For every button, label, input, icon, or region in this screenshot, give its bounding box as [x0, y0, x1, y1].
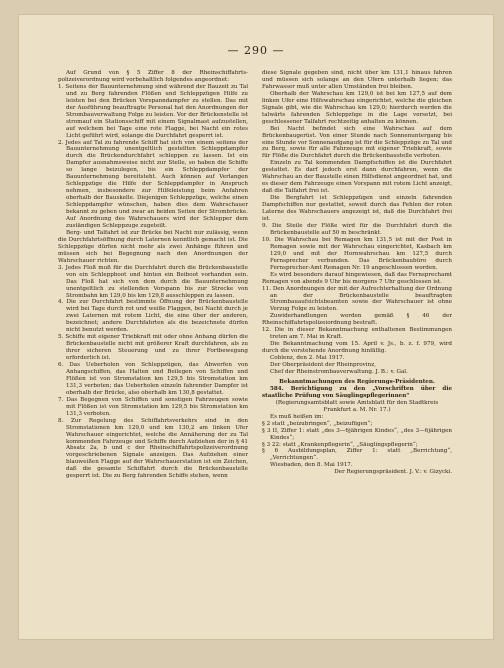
left-column — [58, 70, 248, 480]
page-number: — 290 — — [227, 44, 285, 57]
text-paragraph: 4. Die zur Durchfahrt bestimmte Öffnung der Brückenbaustelle wird bei Tage durch rot und weiße Flaggen, bei Nacht durch je zwei Laternen mit rotem Licht, die eine über der anderen, bezeichnet; andere Durchfahrten als die bezeichnete dürfen nicht benutzt werden. — [58, 299, 248, 334]
text-paragraph: Coblenz, den 2. Mai 1917. — [270, 355, 345, 362]
text-paragraph: Die Bergfahrt ist Schleppzügen und einzeln fahrenden Dampfschiffen nur gestattet, soweit durch das Fehlen der roten Laterne des Wahrschauers angezeigt ist, daß die Durchfahrt frei ist. — [262, 195, 452, 223]
text-paragraph: Es muß heißen im: — [270, 413, 324, 420]
text-paragraph: 12. Die in dieser Bekanntmachung enthaltenen Bestimmungen treten am 7. Mai in Kraft. — [262, 327, 452, 341]
text-paragraph: 6. Das Ueberholen von Schleppzügen, das Abwerfen von Anhangschiffen, das Halten und Beilegen von Schiffen und Flößen ist von Stromstation km 129,5 bis Stromstation km 131,3 verboten; das Ueberholen einzeln fahrender Dampfer ist oberhalb der Brücke, also oberhalb km 130,8 gestattet. — [58, 362, 248, 396]
text-paragraph: 11. Den Anordnungen der mit der Aufrechterhaltung der Ordnung an der Brückenbaustelle beauftragten Strombauaufsichtsbeamten sowie der Wahrschauer ist ohne Verzug Folge zu leisten. — [262, 285, 452, 313]
text-paragraph: Zuwiderhandlungen werden gemäß § 46 der Rheinschiffahrtspolizeiordnung bestraft. — [262, 313, 452, 327]
text-paragraph: 7. Das Begegnen von Schiffen und sonstigen Fahrzeugen sowie mit Flößen ist von Stromstation km 129,5 bis Stromstation km 131,3 verboten. — [58, 396, 248, 417]
text-paragraph: (Regierungsamtsblatt sowie Amtsblatt für den Stadtkreis Frankfurt a. M. Nr. 17.) — [275, 399, 439, 413]
text-paragraph: Einzeln zu Tal kommenden Dampfschiffen ist die Durchfahrt gestattet. Es darf jedoch erst dann durchfahren, wenn die Wahrschau an der Baustelle einen Hilfsdienst angeordnet hat, und es dieser dem Fahrzeuge einen Vorspann mit rotem Licht anzeigt, daß die Talfahrt frei ist. — [262, 160, 452, 195]
text-paragraph: Es wird besonders darauf hingewiesen, daß das Fernsprechamt Remagen von abends 9 Uhr bis morgens 7 Uhr geschlossen ist. — [262, 271, 452, 285]
text-paragraph: Die Bekanntmachung vom 15. April v. Js., b. z. f. 979, wird durch die vorstehende Anordnung hinfällig. — [262, 341, 452, 355]
text-paragraph: 10. Die Wahrschau bei Remagen km 131,5 ist mit der Post in Remagen sowie mit der Wahrschau eingerichtet, Kasbach km 129,0 und mit der Hornwahrschau km 127,5 durch Fernsprecher verbunden. Das Brückenbaubüro durch Fernsprecher-Amt Remagen Nr. 19 angeschlossen worden. — [262, 236, 452, 271]
text-paragraph: Oberhalb der Wahrschau km 129,0 ist bei km 127,5 auf dem linken Ufer eine Hilfswahrschau eingerichtet, welche die gleichen Signale gibt, wie die Wahrschau km 129,0; hierdurch werden die talwärts fahrenden Schleppzüge in die Lage versetzt, bei geschlossener Talfahrt rechtzeitig anhalten zu können. — [262, 90, 452, 125]
text-paragraph: Berg- und Talfahrt ist zur Brücke bei Nacht nur zulässig, wenn die Durchfahrtsöffnung durch Laternen kenntlich gemacht ist. Die Schleppzüge dürfen nicht mehr als zwei Anhänge führen und müssen sich bei Begegnung nach den Anordnungen der Wahrschauer richten. — [58, 229, 248, 264]
right-column — [262, 70, 452, 476]
text-paragraph: § 3 II, Ziffer 1: statt „des 3—6jährigen Kindes“, „des 3—6jährigen Kindes“; — [262, 427, 452, 441]
text-paragraph: Wiesbaden, den 8. Mai 1917. — [270, 462, 353, 469]
text-paragraph: Bekanntmachungen des Regierungs-Präsidenten. — [279, 378, 435, 385]
text-paragraph: 1. Seitens der Bauunternehmung sind während der Bauzeit zu Tal und zu Berg fahrenden Flößen und Schleppzügen Hilfe zu leisten bei den Brücken Vorspanndampfer zu stellen. Das mit der Ausführung beauftragte Personal hat den Anordnungen der Strombauverwaltung Folge zu leisten. Vor der Brückenstelle ist stromauf ein Stationsschiff mit einem Signalmast aufzustellen, auf welchem bei Tage eine rote Flagge, bei Nacht ein rotes Licht geführt wird, solange die Durchfahrt gesperrt ist. — [58, 83, 248, 139]
text-paragraph: 3. Jedes Floß muß für die Durchfahrt durch die Brückenbaustelle von ein Schleppboot und hinten ein Beiboot vorhanden sein. Das Floß hat sich von dem durch die Bauunternehmung unentgeltlich zu stellenden Vorspann bis zur Strecke von Strombahn km 129,0 bis km 129,8 ausschleppen zu lassen. — [58, 264, 248, 299]
text-paragraph: § 2 statt „beizubringen“, „beizufügen“; — [262, 420, 373, 427]
text-paragraph: 9. Die Steile der Flöße wird für die Durchfahrt durch die Brückenbaustelle auf 50 m beschränkt. — [262, 222, 452, 236]
text-paragraph: § 3 22: statt „Krankenpflegerin“, „Säuglingspflegerin“; — [262, 441, 418, 448]
document-page — [18, 14, 494, 640]
text-paragraph: § 6 Ausbildungsplan, Ziffer 1: statt „Berrichtung“, „Verrichtungen“. — [262, 448, 452, 462]
text-paragraph: 5. Schiffe mit eigener Triebkraft mit oder ohne Anhang dürfen die Brückenbaustelle nicht mit größerer Kraft durchfahren, als zu ihrer sicheren Steuerung und zu ihrer Fortbewegung erforderlich ist. — [58, 334, 248, 362]
text-paragraph: Chef der Rheinstrombauverwaltung. J. B.: v. Gal. — [270, 368, 408, 375]
text-paragraph: Bei Nacht befindet sich eine Wahrschau auf dem Brückenbaugerüst. Von einer Stunde nach Sonnenuntergang bis eine Stunde vor Sonnenaufgang ist für die Schleppzüge zu Tal und zu Berg, sowie für alle Fahrzeuge mit eigener Triebkraft, sowie für Flöße die Durchfahrt durch die Brückenbaustelle verboten. — [262, 125, 452, 160]
text-paragraph: Auf Grund von § 5 Ziffer 8 der Rheinschiffahrts-polizeiverordnung wird vorbehaltlich folgendes angeordnet: — [58, 70, 248, 83]
text-paragraph: Der Oberpräsident der Rheinprovinz, — [270, 362, 376, 369]
text-paragraph: 584. Berichtigung zu den „Vorschriften über die staatliche Prüfung von Säuglingspflegerinnen“ — [262, 385, 452, 399]
text-paragraph: Der Regierungspräsident. J. V.: v. Gizycki. — [334, 469, 452, 476]
text-paragraph: 8. Zur Regelung des Schiffahrtsverkehrs sind in den Stromstationen km 129,0 und km 130,2 am linken Ufer Wahrschauer eingerichtet, welche die Annäherung der zu Tal kommenden Fahrzeuge und Schiffe durch Aufziehen der in § 41 Absatz 2a, b und c der Rheinschiffahrtspolizeiverordnung vorgeschriebenen Signale anzeigen. Das Aufziehen einer blauweißen Flagge auf der Wahrschauerstation ist ein Zeichen, daß die gesamte Schiffahrt durch die Brückenbaustelle gesperrt ist. Die zu Berg fahrenden Schiffe stehen, wenn — [58, 417, 248, 480]
text-paragraph: 2. Jedes auf Tal zu fahrende Schiff hat sich von einem seitens der Bauunternehmung unentgeltlich gestellten Schleppdampfer durch die Brückendurchfahrt schleppen zu lassen. Ist ein Dampfer ausnahmsweise nicht zur Stelle, so haben die Schiffe so lange beizulegen, bis ein Schleppdampfer der Bauunternehmung bereitsteht. Auch können auf Verlangen Schleppzüge die Hilfe der Schleppdampfer in Anspruch nehmen, insbesondere zur Hilfeleistung beim Anfahren oberhalb der Bauskelle. Diejenigen Schleppzüge, welche einen Schleppdampfer wünschen, haben dies dem Wahrschauer bekannt zu geben und zwar an beiden Seiten der Strombrücke. Auf Anordnung des Wahrschauers wird der Schlepper dem zuständigen Schleppzuge zugeteilt. — [58, 139, 248, 229]
text-paragraph: diese Signale gegeben sind, nicht über km 131,1 hinaus fahren und müssen sich solange an den Ufern unterhalb liegen; das Fahrwasser muß unter allen Umständen frei bleiben. — [262, 70, 452, 90]
